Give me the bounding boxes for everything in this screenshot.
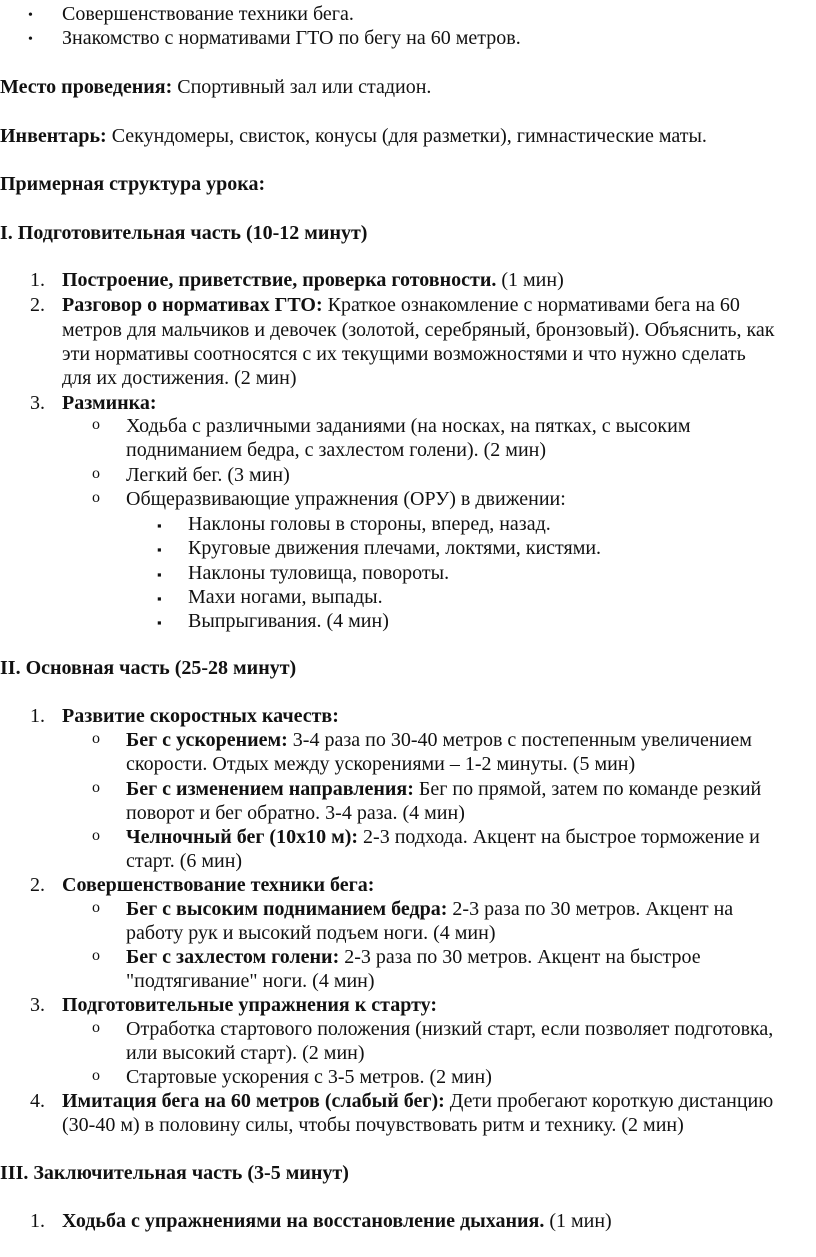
warmup-sub2: Легкий бег. (3 мин) [126, 464, 290, 486]
equipment-label: Инвентарь: [0, 125, 107, 147]
part2-item3 [62, 993, 437, 1017]
bullet-circle-icon: o [92, 489, 100, 506]
list-number: 1. [30, 705, 45, 727]
item-bold: Совершенствование техники бега: [62, 874, 375, 896]
item-text: (1 мин) [544, 1210, 612, 1232]
sub-bold: Бег с ускорением: [126, 729, 288, 751]
part2-title: II. Основная часть (25-28 минут) [0, 657, 297, 679]
warmup-sub1: Ходьба с различными заданиями (на носках, на пятках, с высоким [126, 415, 691, 437]
item-text: Дети пробегают короткую дистанцию [444, 1090, 774, 1112]
warmup-sub1-line2: подниманием бедра, с захлестом голени). (2 мин) [126, 439, 547, 461]
speed-sub1-line2: скорости. Отдых между ускорениями – 1-2 минуты. (5 мин) [126, 753, 636, 775]
bullet-square-icon: ▪ [157, 518, 162, 533]
bullet-circle-icon: o [92, 1019, 100, 1036]
sub-text: 2-3 подхода. Акцент на быстрое торможение и [358, 826, 760, 848]
bullet-circle-icon: o [92, 947, 100, 964]
sub-text: 2-3 раза по 30 метров. Акцент на быстрое [339, 946, 701, 968]
item-bold: Имитация бега на 60 метров (слабый бег): [62, 1090, 445, 1112]
exercise-item: Махи ногами, выпады. [188, 586, 383, 608]
part2-item4-line2: (30-40 м) в половину силы, чтобы почувствовать ритм и технику. (2 мин) [62, 1114, 684, 1136]
speed-sub2-line2: поворот и бег обратно. 3-4 раза. (4 мин) [126, 802, 465, 824]
item-bold: Разговор о нормативах ГТО: [62, 294, 323, 316]
exercise-item: Наклоны туловища, повороты. [188, 562, 450, 584]
sub-text: Бег по прямой, затем по команде резкий [413, 778, 762, 800]
sub-bold: Бег с изменением направления: [126, 778, 414, 800]
part2-item2 [62, 873, 374, 897]
part1-item2-line3: эти нормативы соотносятся с их текущими возможностями и что нужно сделать [62, 343, 746, 365]
speed-sub3 [126, 825, 760, 849]
technique-sub2 [126, 945, 701, 969]
bullet-square-icon: ▪ [157, 615, 162, 630]
bullet-square-icon: ▪ [157, 591, 162, 606]
speed-sub1 [126, 728, 752, 752]
item-bold: Развитие скоростных качеств: [62, 705, 339, 727]
item-text: (1 мин) [496, 269, 564, 291]
list-number: 3. [30, 392, 45, 414]
sub-text: 3-4 раза по 30-40 метров с постепенным увеличением [287, 729, 752, 751]
bullet-circle-icon: o [92, 827, 100, 844]
item-bold: Разминка: [62, 392, 157, 414]
sub-bold: Бег с высоким подниманием бедра: [126, 898, 448, 920]
bullet-circle-icon: o [92, 416, 100, 433]
exercise-item: Выпрыгивания. (4 мин) [188, 610, 389, 632]
sub-text: 2-3 раза по 30 метров. Акцент на [447, 898, 734, 920]
start-sub1: Отработка стартового положения (низкий старт, если позволяет подготовка, [126, 1018, 774, 1040]
equipment-line [0, 124, 707, 148]
structure-title-text: Примерная структура урока: [0, 173, 266, 195]
warmup-sub3: Общеразвивающие упражнения (ОРУ) в движении: [126, 488, 566, 510]
speed-sub3-line2: старт. (6 мин) [126, 850, 243, 872]
part3-item1 [62, 1209, 612, 1233]
part2-item4 [62, 1089, 773, 1113]
item-text: Краткое ознакомление с нормативами бега на 60 [322, 294, 740, 316]
part1-item1 [62, 268, 564, 292]
item-bold: Построение, приветствие, проверка готовности. [62, 269, 497, 291]
list-number: 1. [30, 269, 45, 291]
part1-item2 [62, 293, 740, 317]
part1-item2-line2: метров для мальчиков и девочек (золотой, серебряный, бронзовый). Объяснить, как [62, 319, 775, 341]
bullet-circle-icon: o [92, 899, 100, 916]
part3-title: III. Заключительная часть (3-5 минут) [0, 1162, 349, 1184]
start-sub1-line2: или высокий старт). (2 мин) [126, 1042, 365, 1064]
start-sub2: Стартовые ускорения с 3-5 метров. (2 мин) [126, 1066, 492, 1088]
part1-heading [0, 221, 367, 245]
list-number: 2. [30, 294, 45, 316]
bullet-circle-icon: o [92, 779, 100, 796]
structure-title [0, 172, 265, 196]
list-number: 4. [30, 1090, 45, 1112]
list-number: 2. [30, 874, 45, 896]
venue-label: Место проведения: [0, 76, 173, 98]
technique-sub2-line2: "подтягивание" ноги. (4 мин) [126, 970, 375, 992]
part2-item1 [62, 704, 339, 728]
part1-item3 [62, 391, 157, 415]
bullet-square-icon: ▪ [157, 542, 162, 557]
speed-sub2 [126, 777, 761, 801]
sub-bold: Челночный бег (10x10 м): [126, 826, 359, 848]
goal-item: Знакомство с нормативами ГТО по бегу на 60 метров. [62, 27, 521, 49]
list-number: 3. [30, 994, 45, 1016]
bullet-circle-icon: o [92, 730, 100, 747]
part3-heading [0, 1161, 349, 1185]
bullet-disc-icon: • [28, 32, 33, 47]
equipment-text: Секундомеры, свисток, конусы (для разметки), гимнастические маты. [106, 125, 707, 147]
goal-item: Совершенствование техники бега. [62, 3, 354, 25]
bullet-square-icon: ▪ [157, 567, 162, 582]
exercise-item: Круговые движения плечами, локтями, кистями. [188, 537, 602, 559]
list-number: 1. [30, 1210, 45, 1232]
part1-item2-line4: для их достижения. (2 мин) [62, 367, 297, 389]
item-bold: Подготовительные упражнения к старту: [62, 994, 438, 1016]
bullet-disc-icon: • [28, 8, 33, 23]
technique-sub1-line2: работу рук и высокий подъем ноги. (4 мин) [126, 922, 496, 944]
technique-sub1 [126, 897, 733, 921]
part2-heading [0, 656, 296, 680]
item-bold: Ходьба с упражнениями на восстановление дыхания. [62, 1210, 545, 1232]
venue-line [0, 75, 431, 99]
sub-bold: Бег с захлестом голени: [126, 946, 340, 968]
part1-title: I. Подготовительная часть (10-12 минут) [0, 222, 368, 244]
bullet-circle-icon: o [92, 1067, 100, 1084]
venue-text: Спортивный зал или стадион. [172, 76, 432, 98]
bullet-circle-icon: o [92, 465, 100, 482]
exercise-item: Наклоны головы в стороны, вперед, назад. [188, 513, 551, 535]
